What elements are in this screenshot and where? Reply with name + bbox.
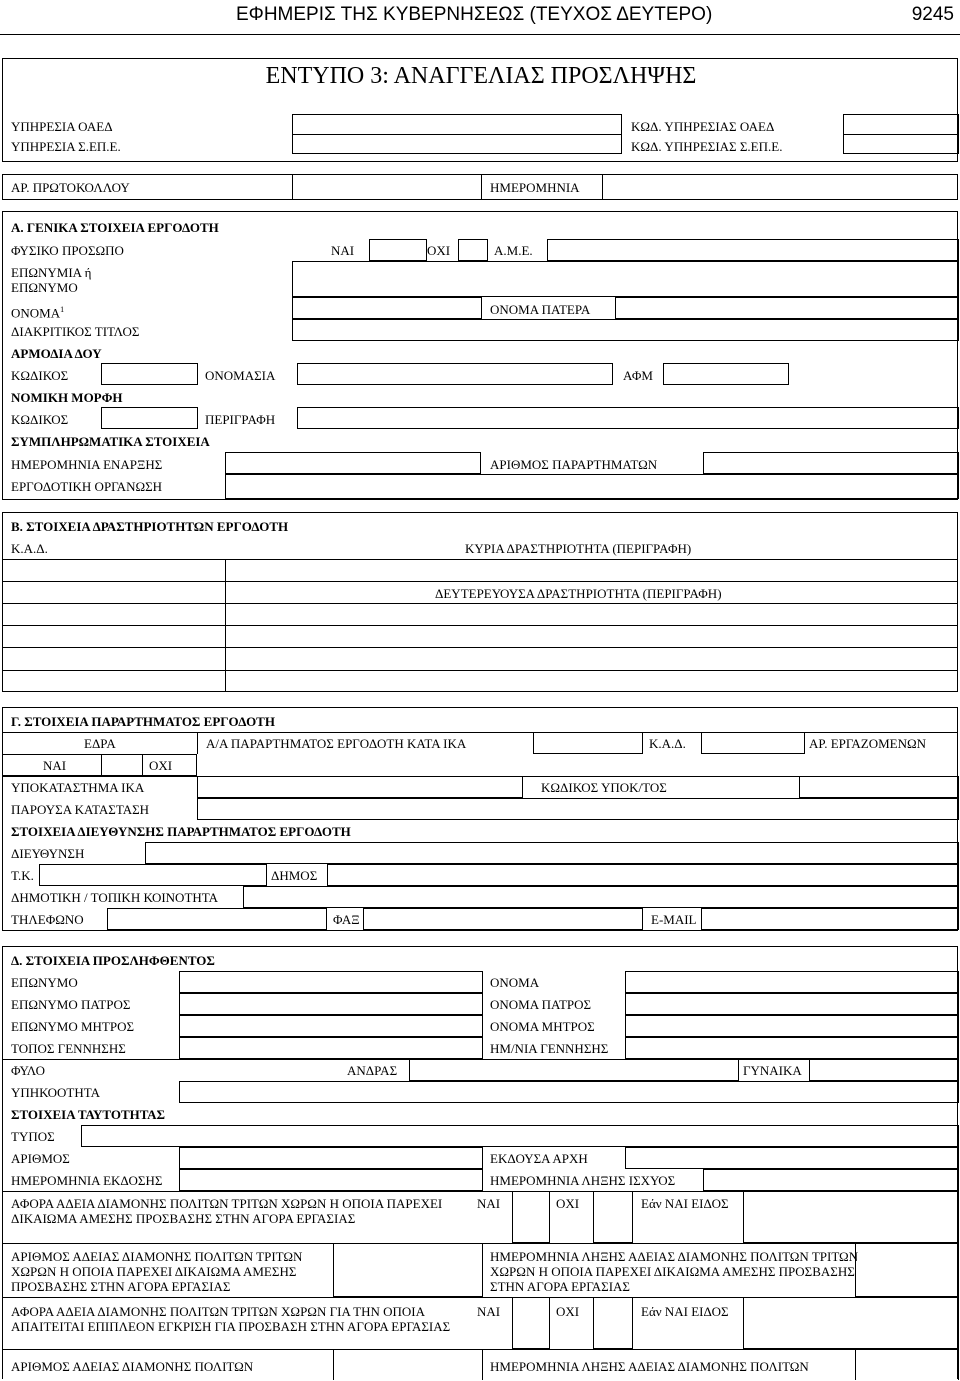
natural-person-no: ΟΧΙ [427, 243, 451, 258]
section-b [2, 512, 958, 692]
c-kad-field[interactable] [701, 732, 805, 754]
permit-no-2-field[interactable] [333, 1349, 483, 1380]
section-b-title: Β. ΣΤΟΙΧΕΙΑ ΔΡΑΣΤΗΡΙΟΤΗΤΩΝ ΕΡΓΟΔΟΤΗ [11, 519, 289, 534]
company-name-label-1: ΕΠΩΝΥΜΙΑ ή [11, 265, 92, 280]
sub-code-label: ΚΩΔΙΚΟΣ ΥΠΟΚ/ΤΟΣ [541, 780, 667, 795]
supplementary-label: ΣΥΜΠΛΗΡΩΜΑΤΙΚΑ ΣΤΟΙΧΕΙΑ [11, 434, 210, 449]
tax-office-code-label: ΚΩΔΙΚΟΣ [11, 368, 69, 383]
ika-branch-field[interactable] [197, 776, 523, 798]
status-label: ΠΑΡΟΥΣΑ ΚΑΤΑΣΤΑΣΗ [11, 802, 150, 817]
secondary-activity-label: ΔΕΥΤΕΡΕΥΟΥΣΑ ΔΡΑΣΤΗΡΙΟΤΗΤΑ (ΠΕΡΙΓΡΑΦΗ) [435, 586, 722, 601]
afm-field[interactable] [663, 363, 789, 385]
section-d [2, 946, 958, 1379]
birthdate-field[interactable] [625, 1037, 959, 1059]
first-name-field[interactable] [292, 297, 482, 319]
male-label: ΑΝΔΡΑΣ [347, 1063, 398, 1078]
seat-no-label: ΟΧΙ [149, 758, 173, 773]
tax-office-code-field[interactable] [101, 363, 198, 385]
legal-form-code-field[interactable] [101, 407, 198, 429]
issuing-authority-label: ΕΚΔΟΥΣΑ ΑΡΧΗ [490, 1151, 588, 1166]
permit-q2-yes: ΝΑΙ [477, 1304, 501, 1319]
branch-no-label: Α/Α ΠΑΡΑΡΤΗΜΑΤΟΣ ΕΡΓΟΔΟΤΗ ΚΑΤΑ ΙΚΑ [206, 736, 467, 751]
father-surname-label: ΕΠΩΝΥΜΟ ΠΑΤΡΟΣ [11, 997, 131, 1012]
natural-person-label: ΦΥΣΙΚΟ ΠΡΟΣΩΠΟ [11, 243, 124, 258]
main-activity-label: ΚΥΡΙΑ ΔΡΑΣΤΗΡΙΟΤΗΤΑ (ΠΕΡΙΓΡΑΦΗ) [465, 541, 692, 556]
municipality-field[interactable] [327, 864, 959, 886]
start-date-label: ΗΜΕΡΟΜΗΝΙΑ ΕΝΑΡΞΗΣ [11, 457, 163, 472]
tax-office-name-field[interactable] [297, 363, 613, 385]
tax-office-name-label: ΟΝΟΜΑΣΙΑ [205, 368, 276, 383]
status-field[interactable] [197, 798, 959, 820]
header-rule [0, 34, 960, 35]
legal-form-code-label: ΚΩΔΙΚΟΣ [11, 412, 69, 427]
id-number-field[interactable] [179, 1147, 483, 1169]
father-name-field[interactable] [615, 297, 959, 319]
service-oaed-label: ΥΠΗΡΕΣΙΑ ΟΑΕΔ [11, 119, 113, 134]
seat-options [3, 754, 197, 776]
id-number-label: ΑΡΙΘΜΟΣ [11, 1151, 70, 1166]
citizenship-label: ΥΠΗΚΟΟΤΗΤΑ [11, 1085, 101, 1100]
kad-label: Κ.Α.Δ. [11, 541, 48, 556]
birthdate-label: ΗΜ/ΝΙΑ ΓΕΝΝΗΣΗΣ [490, 1041, 609, 1056]
employer-org-field[interactable] [225, 474, 959, 499]
municipality-label: ΔΗΜΟΣ [271, 868, 318, 883]
legal-form-desc-label: ΠΕΡΙΓΡΑΦΗ [205, 412, 276, 427]
permit-q1-no: ΟΧΙ [556, 1196, 580, 1211]
email-label: E-MAIL [651, 912, 697, 927]
natural-person-no-box[interactable] [458, 239, 488, 261]
expiry-date-field[interactable] [703, 1169, 959, 1191]
permit-q1-no-box[interactable] [593, 1191, 633, 1243]
natural-person-yes: ΝΑΙ [331, 243, 355, 258]
fax-field[interactable] [363, 908, 643, 930]
surname-label: ΕΠΩΝΥΜΟ [11, 975, 78, 990]
main-activity-field[interactable] [225, 559, 957, 581]
address-label: ΔΙΕΥΘΥΝΣΗ [11, 846, 85, 861]
page-number: 9245 [911, 4, 954, 25]
address-field[interactable] [145, 842, 959, 864]
protocol-no-label: ΑΡ. ΠΡΩΤΟΚΟΛΛΟΥ [11, 180, 130, 195]
issuing-authority-field[interactable] [625, 1147, 959, 1169]
surname-field[interactable] [179, 971, 483, 993]
male-box[interactable] [409, 1059, 739, 1081]
permit-q2-yes-box[interactable] [512, 1297, 550, 1349]
kad-field[interactable] [3, 559, 225, 581]
branch-no-field[interactable] [533, 732, 643, 754]
id-type-field[interactable] [81, 1125, 959, 1147]
id-type-label: ΤΥΠΟΣ [11, 1129, 55, 1144]
distinctive-title-field[interactable] [292, 319, 959, 341]
father-name-label: ΟΝΟΜΑ ΠΑΤΕΡΑ [490, 302, 591, 317]
fax-label: ΦΑΞ [333, 912, 360, 927]
legal-form-label: ΝΟΜΙΚΗ ΜΟΡΦΗ [11, 390, 123, 405]
start-date-field[interactable] [225, 452, 481, 474]
community-label: ΔΗΜΟΤΙΚΗ / ΤΟΠΙΚΗ ΚΟΙΝΟΤΗΤΑ [11, 890, 219, 905]
ame-field[interactable] [547, 239, 959, 261]
tax-office-label: ΑΡΜΟΔΙΑ ΔΟΥ [11, 346, 102, 361]
section-d-title: Δ. ΣΤΟΙΧΕΙΑ ΠΡΟΣΛΗΦΘΕΝΤΟΣ [11, 953, 215, 968]
code-oaed-label: ΚΩΔ. ΥΠΗΡΕΣΙΑΣ ΟΑΕΔ [631, 119, 775, 134]
phone-field[interactable] [107, 908, 327, 930]
birthplace-field[interactable] [179, 1037, 483, 1059]
id-title: ΣΤΟΙΧΕΙΑ ΤΑΥΤΟΤΗΤΑΣ [11, 1107, 166, 1122]
permit-q2-no: ΟΧΙ [556, 1304, 580, 1319]
father-name-d-label: ΟΝΟΜΑ ΠΑΤΡΟΣ [490, 997, 592, 1012]
ame-label: Α.Μ.Ε. [494, 243, 533, 258]
section-a-title: Α. ΓΕΝΙΚΑ ΣΤΟΙΧΕΙΑ ΕΡΓΟΔΟΤΗ [11, 220, 219, 235]
form-title: ΕΝΤΥΠΟ 3: ΑΝΑΓΓΕΛΙΑΣ ΠΡΟΣΛΗΨΗΣ [265, 63, 697, 89]
father-name-d-field[interactable] [625, 993, 959, 1015]
permit-q1-type-field[interactable] [743, 1191, 959, 1243]
first-name-label [11, 302, 64, 320]
permit-q2-no-box[interactable] [593, 1297, 633, 1349]
female-label: ΓΥΝΑΙΚΑ [743, 1063, 802, 1078]
mother-surname-label: ΕΠΩΝΥΜΟ ΜΗΤΡΟΣ [11, 1019, 135, 1034]
section-c-title: Γ. ΣΤΟΙΧΕΙΑ ΠΑΡΑΡΤΗΜΑΤΟΣ ΕΡΓΟΔΟΤΗ [11, 714, 275, 729]
protocol-row [2, 174, 958, 200]
afm-label: ΑΦΜ [623, 368, 653, 383]
phone-label: ΤΗΛΕΦΩΝΟ [11, 912, 84, 927]
permit-q1-label: ΑΦΟΡΑ ΑΔΕΙΑ ΔΙΑΜΟΝΗΣ ΠΟΛΙΤΩΝ ΤΡΙΤΩΝ ΧΩΡΩΝ Η ΟΠΟΙΑ ΠΑΡΕΧΕΙ ΔΙΚΑΙΩΜΑ ΑΜΕΣΗΣ ΠΡΟΣΒΑΣΗΣ ΣΤΗΝ ΑΓΟΡΑ ΕΡΓΑΣΙΑΣ [11, 1196, 443, 1226]
postcode-label: Τ.Κ. [11, 868, 34, 883]
address-title: ΣΤΟΙΧΕΙΑ ΔΙΕΥΘΥΝΣΗΣ ΠΑΡΑΡΤΗΜΑΤΟΣ ΕΡΓΟΔΟΤΗ [11, 824, 351, 839]
permit-no-2-label: ΑΡΙΘΜΟΣ ΑΔΕΙΑΣ ΔΙΑΜΟΝΗΣ ΠΟΛΙΤΩΝ [11, 1359, 254, 1374]
section-a [2, 211, 958, 500]
first-name-text: ΟΝΟΜΑ [11, 305, 61, 321]
code-sepe-label: ΚΩΔ. ΥΠΗΡΕΣΙΑΣ Σ.ΕΠ.Ε. [631, 139, 783, 154]
permit-q2-type-field[interactable] [743, 1297, 959, 1349]
seat-label: ΕΔΡΑ [84, 736, 116, 751]
date-label: ΗΜΕΡΟΜΗΝΙΑ [490, 180, 580, 195]
permit-q1-yes-box[interactable] [512, 1191, 550, 1243]
form-header-box [2, 58, 958, 162]
employees-label: ΑΡ. ΕΡΓΑΖΟΜΕΝΩΝ [809, 736, 927, 751]
citizenship-field[interactable] [179, 1081, 959, 1103]
service-sepe-label: ΥΠΗΡΕΣΙΑ Σ.ΕΠ.Ε. [11, 139, 121, 154]
permit-no-1-label: ΑΡΙΘΜΟΣ ΑΔΕΙΑΣ ΔΙΑΜΟΝΗΣ ΠΟΛΙΤΩΝ ΤΡΙΤΩΝ ΧΩΡΩΝ Η ΟΠΟΙΑ ΠΑΡΕΧΕΙ ΔΙΚΑΙΩΜΑ ΑΜΕΣΗΣ ΠΡΟΣΒΑΣΗΣ ΣΤΗΝ ΑΓΟΡΑ ΕΡΓΑΣΙΑΣ [11, 1249, 303, 1294]
company-name-label-2: ΕΠΩΝΥΜΟ [11, 280, 78, 295]
gender-label: ΦΥΛΟ [11, 1063, 46, 1078]
permit-q1-yes: ΝΑΙ [477, 1196, 501, 1211]
mother-surname-field[interactable] [179, 1015, 483, 1037]
permit-exp-2-label: ΗΜΕΡΟΜΗΝΙΑ ΛΗΞΗΣ ΑΔΕΙΑΣ ΔΙΑΜΟΝΗΣ ΠΟΛΙΤΩΝ [490, 1359, 809, 1374]
community-field[interactable] [243, 886, 959, 908]
issue-date-field[interactable] [179, 1169, 483, 1191]
permit-exp-1-label: ΗΜΕΡΟΜΗΝΙΑ ΛΗΞΗΣ ΑΔΕΙΑΣ ΔΙΑΜΟΝΗΣ ΠΟΛΙΤΩΝ ΤΡΙΤΩΝ ΧΩΡΩΝ Η ΟΠΟΙΑ ΠΑΡΕΧΕΙ ΔΙΚΑΙΩΜΑ ΑΜΕΣΗΣ ΠΡΟΣΒΑΣΗΣ ΣΤΗΝ ΑΓΟΡΑ ΕΡΓΑΣΙΑΣ [490, 1249, 859, 1294]
footnote-mark: 1 [60, 305, 65, 314]
ika-branch-label: ΥΠΟΚΑΤΑΣΤΗΜΑ ΙΚΑ [11, 780, 145, 795]
permit-q2-type: Εάν ΝΑΙ ΕΙΔΟΣ [641, 1304, 729, 1319]
distinctive-title-label: ΔΙΑΚΡΙΤΙΚΟΣ ΤΙΤΛΟΣ [11, 324, 140, 339]
permit-q2-label: ΑΦΟΡΑ ΑΔΕΙΑ ΔΙΑΜΟΝΗΣ ΠΟΛΙΤΩΝ ΤΡΙΤΩΝ ΧΩΡΩΝ ΓΙΑ ΤΗΝ ΟΠΟΙΑ ΑΠΑΙΤΕΙΤΑΙ ΕΠΙΠΛΕΟΝ ΕΓΚΡΙΣΗ ΓΙΑ ΠΡΟΣΒΑΣΗ ΣΤΗΝ ΑΓΟΡΑ ΕΡΓΑΣΙΑΣ [11, 1304, 451, 1334]
permit-no-1-field[interactable] [333, 1243, 483, 1297]
permit-exp-1-field[interactable] [855, 1243, 959, 1297]
legal-form-desc-field[interactable] [297, 407, 959, 429]
section-c [2, 707, 958, 931]
mother-name-label: ΟΝΟΜΑ ΜΗΤΡΟΣ [490, 1019, 595, 1034]
postcode-field[interactable] [39, 864, 267, 886]
branches-count-field[interactable] [703, 452, 959, 474]
permit-exp-2-field[interactable] [855, 1349, 959, 1380]
employer-org-label: ΕΡΓΟΔΟΤΙΚΗ ΟΡΓΑΝΩΣΗ [11, 479, 163, 494]
c-kad-label: Κ.Α.Δ. [649, 736, 686, 751]
seat-yes-label: ΝΑΙ [43, 758, 67, 773]
gazette-title: ΕΦΗΜΕΡΙΣ ΤΗΣ ΚΥΒΕΡΝΗΣΕΩΣ (ΤΕΥΧΟΣ ΔΕΥΤΕΡΟ) [236, 4, 713, 25]
permit-q1-type: Εάν ΝΑΙ ΕΙΔΟΣ [641, 1196, 729, 1211]
natural-person-yes-box[interactable] [369, 239, 427, 261]
name-label: ΟΝΟΜΑ [490, 975, 540, 990]
mother-name-field[interactable] [625, 1015, 959, 1037]
father-surname-field[interactable] [179, 993, 483, 1015]
sub-code-field[interactable] [799, 776, 959, 798]
name-field[interactable] [625, 971, 959, 993]
issue-date-label: ΗΜΕΡΟΜΗΝΙΑ ΕΚΔΟΣΗΣ [11, 1173, 163, 1188]
branches-count-label: ΑΡΙΘΜΟΣ ΠΑΡΑΡΤΗΜΑΤΩΝ [490, 457, 658, 472]
company-name-field[interactable] [292, 261, 959, 297]
birthplace-label: ΤΟΠΟΣ ΓΕΝΝΗΣΗΣ [11, 1041, 126, 1056]
email-field[interactable] [701, 908, 959, 930]
expiry-date-label: ΗΜΕΡΟΜΗΝΙΑ ΛΗΞΗΣ ΙΣΧΥΟΣ [490, 1173, 676, 1188]
female-box[interactable] [809, 1059, 959, 1081]
